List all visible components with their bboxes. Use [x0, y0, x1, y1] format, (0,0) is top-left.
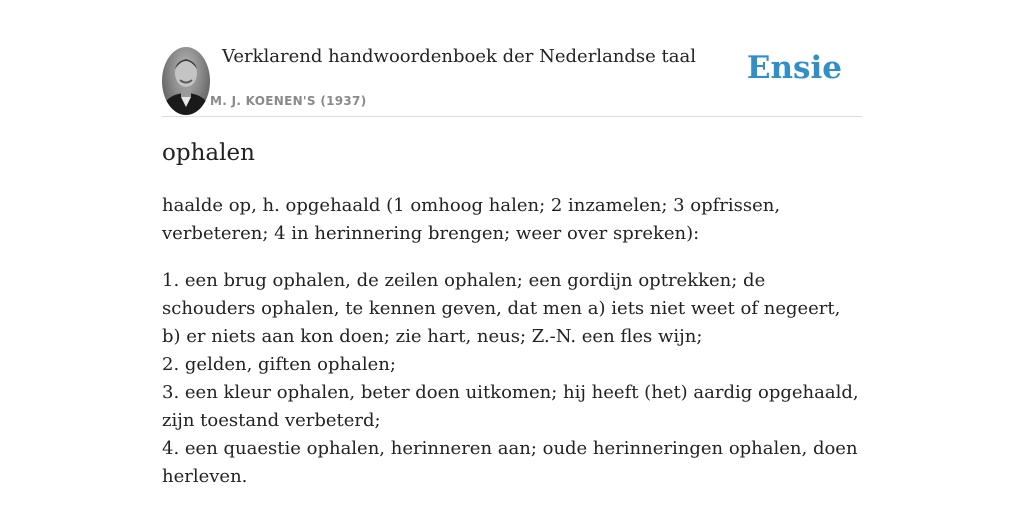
sense-item: 2. gelden, giften ophalen; — [162, 354, 396, 375]
entry-headword: ophalen — [162, 140, 255, 166]
entry-senses — [162, 267, 862, 491]
page — [162, 0, 862, 487]
dictionary-title: Verklarend handwoordenboek der Nederlandse taal — [222, 46, 696, 67]
sense-item: 1. een brug ophalen, de zeilen ophalen; een gordijn optrekken; de schouders ophalen, te kennen geven, dat men a) iets niet weet of negeert, b) er niets aan kon doen; zie hart, neus; Z.-N. een fles wijn; — [162, 270, 841, 347]
dictionary-subtitle: M. J. KOENEN'S (1937) — [210, 94, 367, 108]
ensie-logo-link[interactable]: Ensie — [746, 50, 842, 86]
sense-item: 4. een quaestie ophalen, herinneren aan; oude herinneringen ophalen, doen herleven. — [162, 438, 858, 487]
author-portrait — [162, 47, 210, 115]
site-header — [162, 0, 862, 117]
sense-item: 3. een kleur ophalen, beter doen uitkomen; hij heeft (het) aardig opgehaald, zijn toestand verbeterd; — [162, 382, 859, 431]
entry-intro: haalde op, h. opgehaald (1 omhoog halen; 2 inzamelen; 3 opfrissen, verbeteren; 4 in herinnering brengen; weer over spreken): — [162, 195, 781, 244]
